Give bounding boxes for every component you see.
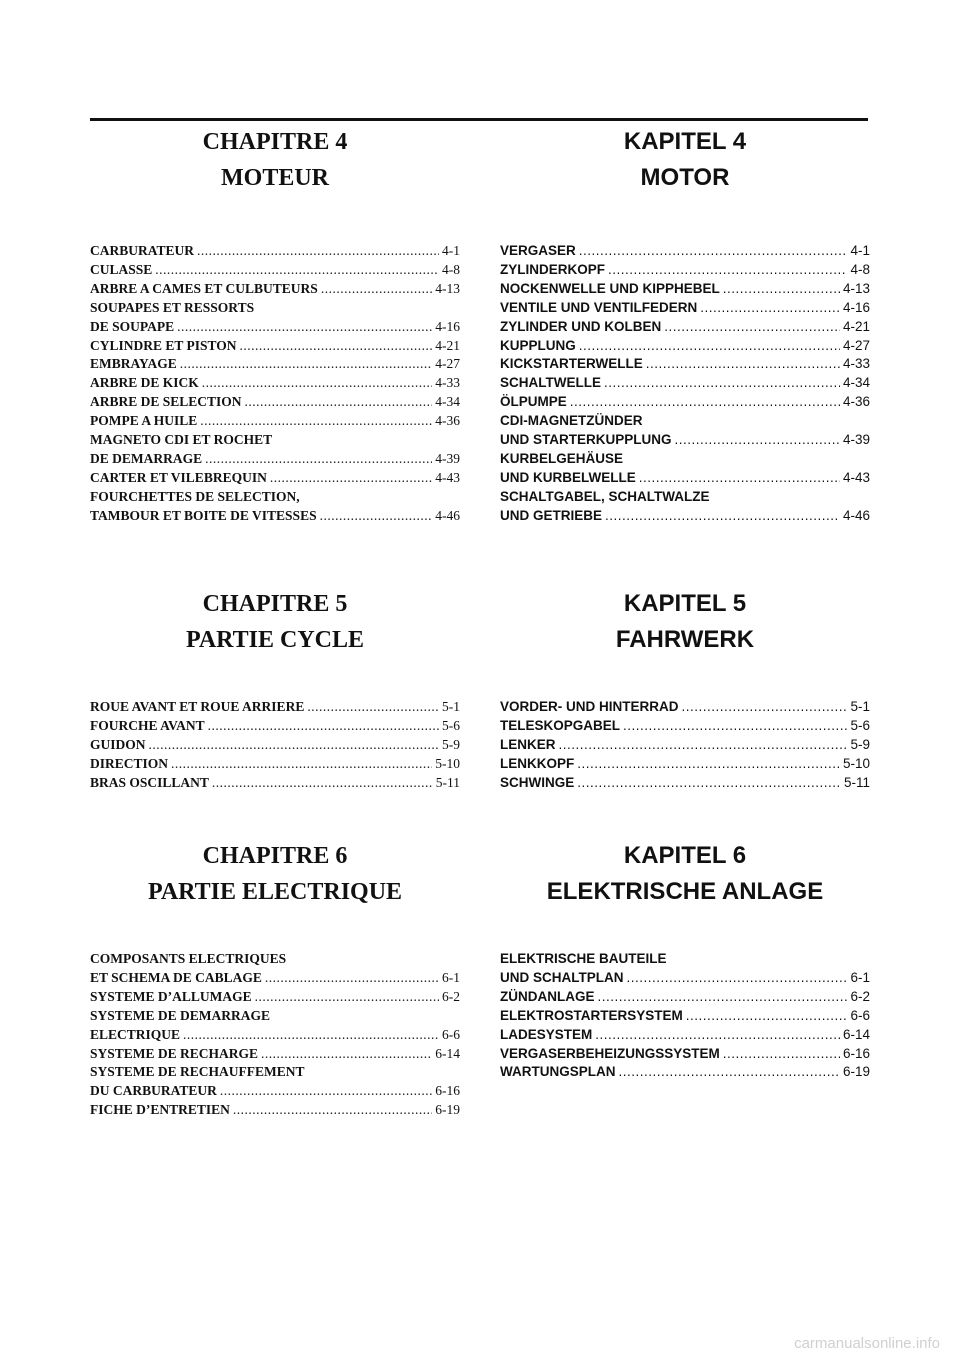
toc-entry-title: KUPPLUNG <box>500 337 576 353</box>
toc-entry <box>90 242 460 261</box>
toc-entry-line <box>500 431 870 450</box>
toc-entry-title-line1: MAGNETO CDI ET ROCHET <box>90 432 273 448</box>
toc-entry-line <box>90 393 460 412</box>
leader-dots <box>723 280 840 299</box>
toc-entry-line <box>90 261 460 280</box>
toc-entry-line <box>500 1007 870 1026</box>
toc-entry-title-line1: SYSTEME DE DEMARRAGE <box>90 1007 271 1023</box>
toc-entry-title: ET SCHEMA DE CABLAGE <box>90 969 262 985</box>
toc-entry <box>500 1045 870 1064</box>
toc-entry-line <box>500 261 870 280</box>
toc-entry-title: VORDER- UND HINTERRAD <box>500 699 679 714</box>
toc-entry <box>500 261 870 280</box>
toc-entry <box>500 374 870 393</box>
toc-list <box>90 698 460 793</box>
toc-entry-page: 6-1 <box>442 969 460 985</box>
toc-entry <box>500 1063 870 1082</box>
leader-dots <box>598 988 848 1007</box>
toc-entry-page: 5-10 <box>842 755 870 771</box>
toc-entry-title: VERGASER <box>500 243 576 258</box>
leader-dots <box>171 755 432 774</box>
toc-entry-page: 6-16 <box>435 1083 460 1099</box>
toc-entry <box>500 1026 870 1045</box>
fr-chapter-6 <box>90 838 460 1120</box>
leader-dots <box>307 698 439 717</box>
toc-list <box>90 242 460 526</box>
toc-entry-page: 6-6 <box>442 1026 460 1042</box>
toc-entry-title: WARTUNGSPLAN <box>500 1064 616 1080</box>
toc-entry-title: LENKKOPF <box>500 755 575 771</box>
toc-entry-page: 4-36 <box>435 413 460 429</box>
leader-dots <box>265 969 439 988</box>
toc-entry-line <box>90 1082 460 1101</box>
toc-entry-page: 4-21 <box>842 318 870 334</box>
chapter-subtitle: MOTOR <box>640 164 730 191</box>
toc-entry-line <box>500 774 870 793</box>
leader-dots <box>220 1082 432 1101</box>
toc-entry <box>500 774 870 793</box>
toc-list <box>500 242 870 526</box>
toc-entry <box>500 488 870 526</box>
toc-entry <box>90 299 460 337</box>
top-rule <box>90 118 868 121</box>
toc-entry-line <box>500 1026 870 1045</box>
toc-entry <box>90 1101 460 1120</box>
toc-entry <box>90 355 460 374</box>
toc-entry-page: 4-13 <box>842 280 870 296</box>
toc-entry <box>90 717 460 736</box>
toc-entry-line <box>90 355 460 374</box>
toc-entry <box>90 774 460 793</box>
leader-dots <box>627 969 848 988</box>
toc-entry <box>500 412 870 450</box>
toc-entry-line <box>90 280 460 299</box>
toc-entry-title-line1: SOUPAPES ET RESSORTS <box>90 299 255 315</box>
toc-entry-page: 4-43 <box>842 469 870 485</box>
toc-entry-page: 4-8 <box>850 261 870 277</box>
toc-entry-title-line1: CDI-MAGNETZÜNDER <box>500 413 643 429</box>
toc-entry-line <box>90 450 460 469</box>
toc-entry-page: 4-34 <box>435 394 460 410</box>
leader-dots <box>205 450 432 469</box>
leader-dots <box>646 355 840 374</box>
toc-entry-line <box>90 412 460 431</box>
toc-entry-page: 4-16 <box>435 318 460 334</box>
leader-dots <box>270 469 432 488</box>
leader-dots <box>320 507 433 526</box>
toc-entry <box>500 299 870 318</box>
toc-entry-line <box>500 469 870 488</box>
toc-entry-title: ELECTRIQUE <box>90 1026 181 1042</box>
leader-dots <box>608 261 847 280</box>
leader-dots <box>639 469 840 488</box>
toc-entry-page: 4-33 <box>435 375 460 391</box>
toc-entry <box>500 242 870 261</box>
leader-dots <box>577 755 840 774</box>
toc-entry-title: ZYLINDERKOPF <box>500 261 606 277</box>
toc-entry-title-line1: SCHALTGABEL, SCHALTWALZE <box>500 488 710 504</box>
leader-dots <box>255 988 439 1007</box>
toc-entry-title: DE DEMARRAGE <box>90 450 203 466</box>
toc-entry-line <box>500 698 870 717</box>
toc-entry-title-line1: COMPOSANTS ELECTRIQUES <box>90 951 287 966</box>
toc-entry-page: 5-6 <box>850 717 870 733</box>
toc-entry-title: POMPE A HUILE <box>90 413 198 429</box>
toc-entry-line <box>90 318 460 337</box>
toc-entry-title: DIRECTION <box>90 755 169 771</box>
toc-entry <box>90 469 460 488</box>
leader-dots <box>686 1007 848 1026</box>
toc-entry-line <box>500 969 870 988</box>
leader-dots <box>197 242 439 261</box>
leader-dots <box>604 374 840 393</box>
toc-entry-page: 4-43 <box>435 469 460 485</box>
leader-dots <box>321 280 432 299</box>
toc-entry <box>500 698 870 717</box>
chapter-title: CHAPITRE 5 <box>202 591 348 617</box>
toc-entry-page: 5-11 <box>843 774 870 790</box>
fr-chapter-5 <box>90 586 460 793</box>
leader-dots <box>261 1045 432 1064</box>
toc-entry-title: ARBRE DE KICK <box>90 375 199 391</box>
toc-entry-line <box>90 469 460 488</box>
toc-entry-title-line1: ELEKTRISCHE BAUTEILE <box>500 951 667 966</box>
toc-entry-title: CYLINDRE ET PISTON <box>90 337 237 353</box>
toc-entry-title: ARBRE A CAMES ET CULBUTEURS <box>90 280 318 296</box>
toc-list <box>500 698 870 793</box>
toc-entry-page: 4-27 <box>435 356 460 372</box>
toc-entry-title: UND STARTERKUPPLUNG <box>500 432 672 448</box>
toc-entry-page: 6-6 <box>850 1007 870 1023</box>
toc-entry-line <box>500 393 870 412</box>
toc-entry-title: VENTILE UND VENTILFEDERN <box>500 299 698 315</box>
toc-entry-page: 4-1 <box>442 243 460 258</box>
toc-entry-title: ZÜNDANLAGE <box>500 988 595 1004</box>
toc-entry <box>500 717 870 736</box>
toc-entry-title: ELEKTROSTARTERSYSTEM <box>500 1007 683 1023</box>
toc-entry <box>90 988 460 1007</box>
leader-dots <box>202 374 432 393</box>
toc-entry <box>500 355 870 374</box>
toc-entry-title: ZYLINDER UND KOLBEN <box>500 318 662 334</box>
toc-entry-line <box>90 774 460 793</box>
toc-entry-title: LADESYSTEM <box>500 1026 593 1042</box>
toc-entry-line <box>500 507 870 526</box>
leader-dots <box>595 1026 840 1045</box>
toc-entry <box>90 261 460 280</box>
toc-entry-title: TAMBOUR ET BOITE DE VITESSES <box>90 507 317 523</box>
toc-entry-line <box>90 374 460 393</box>
de-chapter-4 <box>500 124 870 526</box>
toc-entry-title: CARTER ET VILEBREQUIN <box>90 469 267 485</box>
leader-dots <box>240 337 433 356</box>
toc-entry <box>500 318 870 337</box>
toc-entry <box>500 393 870 412</box>
toc-entry-page: 4-46 <box>842 507 870 523</box>
leader-dots <box>605 507 840 526</box>
leader-dots <box>570 393 840 412</box>
leader-dots <box>233 1101 432 1120</box>
toc-entry-line <box>500 374 870 393</box>
toc-entry-line <box>90 698 460 717</box>
toc-entry-line <box>500 337 870 356</box>
toc-entry <box>90 393 460 412</box>
toc-entry-line <box>90 242 460 261</box>
toc-entry-page: 4-8 <box>442 261 460 277</box>
toc-entry-line <box>90 1045 460 1064</box>
toc-entry-page: 5-10 <box>435 755 460 771</box>
leader-dots <box>149 736 439 755</box>
toc-entry <box>500 988 870 1007</box>
toc-entry-line <box>500 717 870 736</box>
toc-entry-page: 6-19 <box>435 1102 460 1118</box>
fr-chapter-4 <box>90 124 460 526</box>
leader-dots <box>577 774 841 793</box>
toc-entry <box>90 374 460 393</box>
toc-entry-line <box>500 355 870 374</box>
toc-entry-page: 4-39 <box>842 432 870 448</box>
toc-entry <box>90 950 460 988</box>
toc-entry-line <box>500 1063 870 1082</box>
toc-entry-title: DE SOUPAPE <box>90 318 175 334</box>
toc-entry-line <box>90 736 460 755</box>
toc-entry-page: 5-6 <box>442 717 460 733</box>
toc-entry-page: 6-2 <box>442 988 460 1004</box>
toc-entry-title: SCHALTWELLE <box>500 375 601 391</box>
leader-dots <box>579 337 840 356</box>
toc-entry <box>90 431 460 469</box>
toc-entry-title: VERGASERBEHEIZUNGSSYSTEM <box>500 1045 720 1061</box>
toc-entry-title-line1: FOURCHETTES DE SELECTION, <box>90 488 300 504</box>
toc-entry-title: SCHWINGE <box>500 774 575 790</box>
toc-entry-title: UND SCHALTPLAN <box>500 969 624 985</box>
toc-entry-title: GUIDON <box>90 736 146 752</box>
leader-dots <box>155 261 439 280</box>
leader-dots <box>200 412 432 431</box>
toc-entry-line <box>500 755 870 774</box>
toc-entry-page: 4-46 <box>435 507 460 523</box>
toc-entry-title: KICKSTARTERWELLE <box>500 356 643 372</box>
toc-entry-line <box>90 969 460 988</box>
toc-entry-title: NOCKENWELLE UND KIPPHEBEL <box>500 280 720 296</box>
chapter-subtitle: MOTEUR <box>221 165 329 191</box>
toc-entry-line <box>500 736 870 755</box>
toc-entry-line <box>500 242 870 261</box>
toc-entry-line <box>500 299 870 318</box>
toc-entry <box>500 736 870 755</box>
toc-entry-title: CARBURATEUR <box>90 243 195 258</box>
toc-entry-title: EMBRAYAGE <box>90 356 177 372</box>
chapter-subtitle: PARTIE CYCLE <box>185 627 365 653</box>
chapter-title: KAPITEL 6 <box>623 842 747 869</box>
toc-entry-title: ARBRE DE SELECTION <box>90 394 242 410</box>
toc-entry-title: FICHE D’ENTRETIEN <box>90 1102 230 1118</box>
toc-entry-line <box>500 1045 870 1064</box>
toc-entry-line <box>500 318 870 337</box>
toc-entry-page: 4-1 <box>850 243 870 258</box>
toc-entry-page: 4-13 <box>435 280 460 296</box>
chapter-subtitle: ELEKTRISCHE ANLAGE <box>546 878 824 905</box>
leader-dots <box>180 355 432 374</box>
toc-entry <box>90 698 460 717</box>
chapter-title: CHAPITRE 4 <box>202 129 348 155</box>
toc-entry-title: CULASSE <box>90 261 153 277</box>
leader-dots <box>579 242 848 261</box>
toc-entry-title: SYSTEME DE RECHARGE <box>90 1045 259 1061</box>
toc-entry <box>90 280 460 299</box>
de-chapter-5 <box>500 586 870 793</box>
toc-entry-title: UND KURBELWELLE <box>500 469 636 485</box>
toc-entry-page: 4-21 <box>435 337 460 353</box>
toc-entry <box>90 755 460 774</box>
leader-dots <box>208 717 439 736</box>
leader-dots <box>177 318 432 337</box>
chapter-subtitle: PARTIE ELECTRIQUE <box>147 879 403 905</box>
toc-entry-page: 4-16 <box>842 299 870 315</box>
toc-entry-page: 4-39 <box>435 450 460 466</box>
toc-entry-page: 4-33 <box>842 356 870 372</box>
toc-entry <box>90 736 460 755</box>
toc-entry-page: 6-2 <box>850 988 870 1004</box>
toc-entry-page: 5-9 <box>850 736 870 752</box>
leader-dots <box>623 717 847 736</box>
leader-dots <box>183 1026 439 1045</box>
leader-dots <box>723 1045 840 1064</box>
toc-entry-title: ÖLPUMPE <box>500 394 567 410</box>
toc-list <box>90 950 460 1120</box>
toc-entry-line <box>500 280 870 299</box>
toc-entry-title: SYSTEME D’ALLUMAGE <box>90 988 252 1004</box>
toc-entry-page: 6-16 <box>842 1045 870 1061</box>
toc-entry-line <box>90 755 460 774</box>
toc-entry <box>90 1063 460 1101</box>
chapter-title: KAPITEL 5 <box>623 590 747 617</box>
de-chapter-6 <box>500 838 870 1082</box>
toc-entry-line <box>90 717 460 736</box>
toc-entry-title-line1: KURBELGEHÄUSE <box>500 450 624 466</box>
toc-entry <box>90 1045 460 1064</box>
toc-entry-line <box>90 1101 460 1120</box>
toc-entry-title: UND GETRIEBE <box>500 507 603 523</box>
leader-dots <box>245 393 433 412</box>
toc-entry-page: 6-14 <box>435 1045 460 1061</box>
toc-entry-title: DU CARBURATEUR <box>90 1083 217 1099</box>
toc-entry-page: 5-9 <box>442 736 460 752</box>
toc-entry-page: 5-11 <box>435 774 460 790</box>
toc-entry-line <box>500 988 870 1007</box>
toc-entry-title: LENKER <box>500 736 556 752</box>
toc-entry <box>500 950 870 988</box>
toc-entry-title: TELESKOPGABEL <box>500 717 621 733</box>
leader-dots <box>559 736 848 755</box>
toc-entry-title: ROUE AVANT ET ROUE ARRIERE <box>90 699 305 714</box>
leader-dots <box>664 318 840 337</box>
chapter-subtitle: FAHRWERK <box>615 626 755 653</box>
toc-entry-title: FOURCHE AVANT <box>90 717 205 733</box>
toc-entry-line <box>90 337 460 356</box>
toc-entry <box>500 280 870 299</box>
leader-dots <box>675 431 840 450</box>
toc-entry <box>500 337 870 356</box>
toc-entry-page: 4-34 <box>842 375 870 391</box>
toc-entry-page: 4-27 <box>842 337 870 353</box>
toc-entry-line <box>90 1026 460 1045</box>
toc-entry-line <box>90 988 460 1007</box>
toc-entry-page: 6-1 <box>850 969 870 985</box>
watermark-text: carmanualsonline.info <box>794 1335 940 1352</box>
toc-entry <box>90 488 460 526</box>
leader-dots <box>619 1063 840 1082</box>
toc-entry-page: 4-36 <box>842 394 870 410</box>
toc-entry <box>90 412 460 431</box>
toc-entry <box>500 755 870 774</box>
toc-entry <box>90 1007 460 1045</box>
toc-entry-page: 5-1 <box>442 699 460 714</box>
toc-entry-page: 6-19 <box>842 1064 870 1080</box>
chapter-title: CHAPITRE 6 <box>202 843 348 869</box>
toc-entry-title: BRAS OSCILLANT <box>90 774 209 790</box>
toc-entry-page: 5-1 <box>850 699 870 714</box>
leader-dots <box>700 299 840 318</box>
toc-entry <box>500 1007 870 1026</box>
chapter-title: KAPITEL 4 <box>623 128 747 155</box>
toc-entry <box>90 337 460 356</box>
toc-entry-line <box>90 507 460 526</box>
toc-entry <box>500 450 870 488</box>
toc-list <box>500 950 870 1082</box>
toc-entry-page: 6-14 <box>842 1026 870 1042</box>
leader-dots <box>682 698 848 717</box>
toc-entry-title-line1: SYSTEME DE RECHAUFFEMENT <box>90 1064 305 1080</box>
leader-dots <box>212 774 433 793</box>
